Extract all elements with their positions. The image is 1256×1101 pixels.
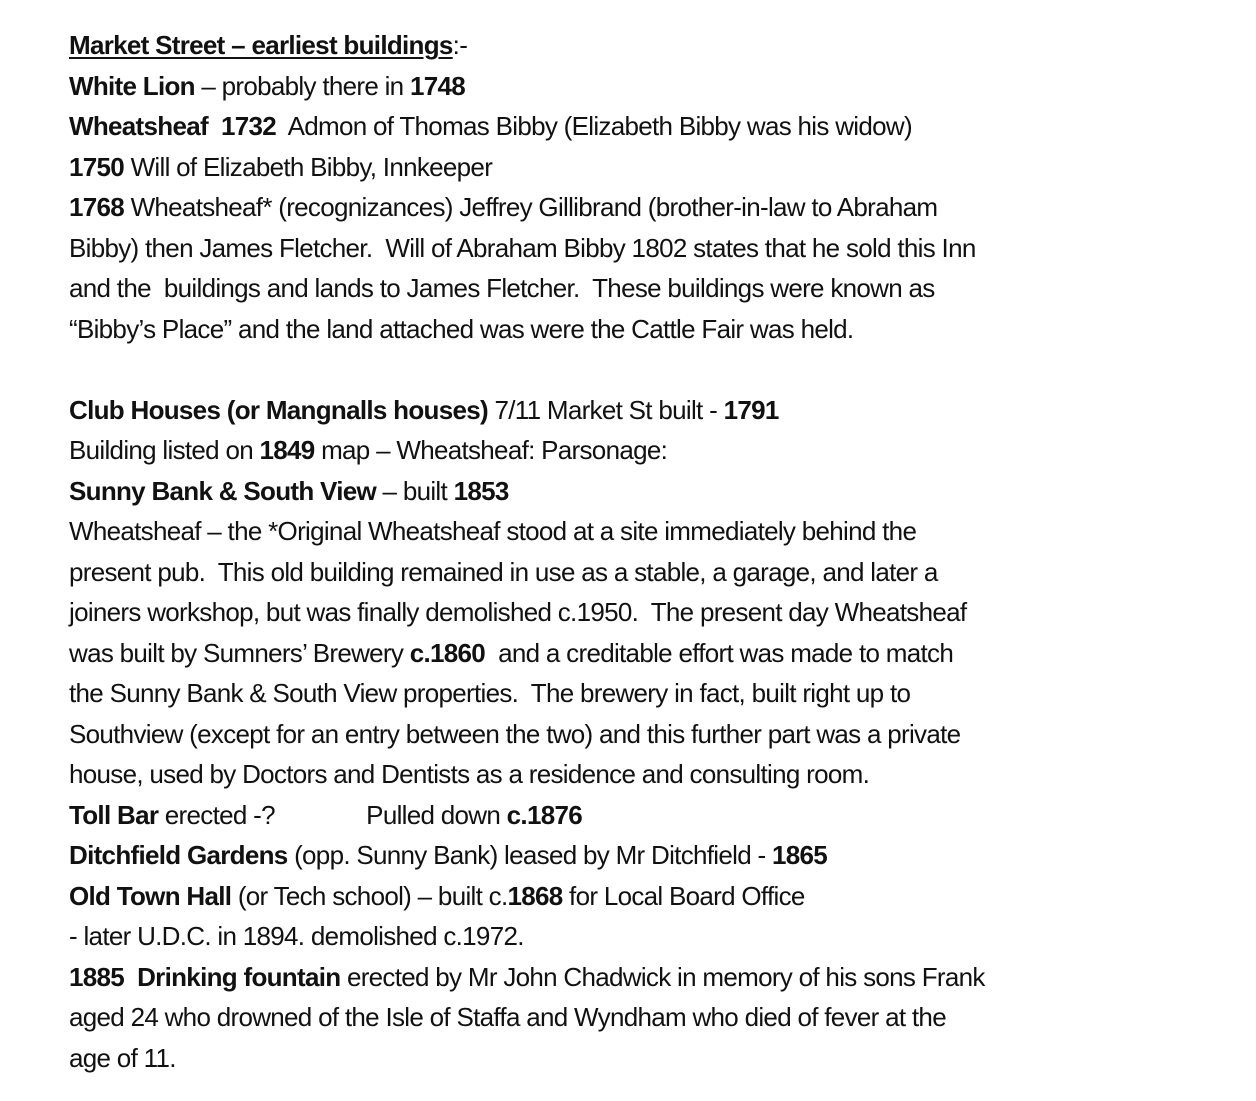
entry-name: Drinking fountain: [137, 961, 341, 992]
entry-name: Sunny Bank & South View: [69, 475, 377, 506]
entry-text-line: present pub. This old building remained in use as a stable, a garage, and later a: [69, 556, 938, 587]
entry-toll-bar: [69, 795, 1239, 836]
document: [69, 25, 1239, 1078]
entry-text-line: and the buildings and lands to James Fletcher. These buildings were known as: [69, 273, 935, 303]
heading-title: Market Street – earliest buildings: [69, 30, 453, 60]
entry-year: 1849: [259, 435, 315, 465]
paragraph-gap: [69, 349, 1239, 390]
entry-year: 1868: [507, 880, 563, 911]
entry-wheatsheaf-1768: [69, 187, 1239, 228]
entry-text-line: age of 11.: [69, 1042, 176, 1073]
entry-text: – built: [376, 475, 454, 506]
entry-year: 1768: [69, 192, 125, 222]
entry-text-line: Wheatsheaf – the *Original Wheatsheaf stood at a site immediately behind the: [69, 516, 917, 546]
entry-wheatsheaf-1732: [69, 106, 1239, 147]
entry-text-line: the Sunny Bank & South View properties. The brewery in fact, built right up to: [69, 678, 911, 708]
entry-name: White Lion: [69, 70, 195, 101]
entry-text: Will of Elizabeth Bibby, Innkeeper: [124, 151, 493, 182]
entry-text: erected by Mr John Chadwick in memory of his sons Frank: [340, 961, 985, 992]
entry-text-line: Southview (except for an entry between the two) and this further part was a private: [69, 718, 961, 749]
entry-name: Ditchfield Gardens: [69, 840, 288, 870]
spacer: [124, 962, 137, 992]
entry-ditchfield: [69, 835, 1239, 876]
entry-text-line: Bibby) then James Fletcher. Will of Abraham Bibby 1802 states that he sold this Inn: [69, 232, 976, 263]
entry-club-houses: [69, 390, 1239, 431]
entry-name: Old Town Hall: [69, 880, 232, 911]
entry-text: (or Tech school) – built c.: [231, 880, 508, 911]
entry-text: – probably there in: [194, 70, 410, 101]
entry-text: 7/11 Market St built -: [487, 394, 724, 425]
heading-suffix: :-: [452, 30, 468, 60]
entry-text-line: “Bibby’s Place” and the land attached was were the Cattle Fair was held.: [69, 313, 854, 344]
entry-sunny-bank: [69, 471, 1239, 512]
entry-old-town-hall: [69, 876, 1239, 917]
entry-text: for Local Board Office: [562, 880, 805, 911]
entry-text-line: aged 24 who drowned of the Isle of Staffa and Wyndham who died of fever at the: [69, 1002, 946, 1032]
entry-text-line: house, used by Doctors and Dentists as a residence and consulting room.: [69, 759, 870, 789]
entry-name: Toll Bar: [69, 799, 159, 830]
entry-year: 1885: [69, 961, 125, 992]
entry-text-line: - later U.D.C. in 1894. demolished c.1972.: [69, 921, 524, 951]
entry-building-listed: [69, 430, 1239, 471]
entry-text: was built by Sumners’ Brewery: [69, 637, 410, 668]
entry-year: c.1876: [506, 799, 582, 830]
entry-white-lion: [69, 66, 1239, 107]
entry-name: Club Houses (or Mangnalls houses): [69, 394, 488, 425]
entry-year: 1853: [453, 475, 509, 506]
entry-year: 1748: [409, 70, 466, 101]
entry-text: erected -? Pulled down: [158, 799, 507, 830]
entry-text: Building listed on: [69, 435, 260, 465]
entry-will-1750: [69, 147, 1239, 188]
entry-fountain: [69, 957, 1239, 998]
entry-name: Wheatsheaf 1732: [69, 111, 277, 141]
entry-text-line: [69, 633, 1239, 674]
entry-year: c.1860: [409, 637, 486, 668]
heading: [69, 25, 1239, 66]
entry-year: 1750: [69, 151, 125, 182]
entry-text: Admon of Thomas Bibby (Elizabeth Bibby was his widow): [276, 111, 912, 141]
entry-text-line: joiners workshop, but was finally demolished c.1950. The present day Wheatsheaf: [69, 597, 967, 627]
entry-year: 1791: [723, 394, 779, 425]
entry-text: and a creditable effort was made to match: [485, 637, 954, 668]
entry-text: map – Wheatsheaf: Parsonage:: [314, 435, 668, 465]
entry-text: (opp. Sunny Bank) leased by Mr Ditchfield -: [287, 840, 772, 870]
entry-text: Wheatsheaf* (recognizances) Jeffrey Gillibrand (brother-in-law to Abraham: [124, 192, 938, 222]
entry-year: 1865: [771, 840, 828, 870]
